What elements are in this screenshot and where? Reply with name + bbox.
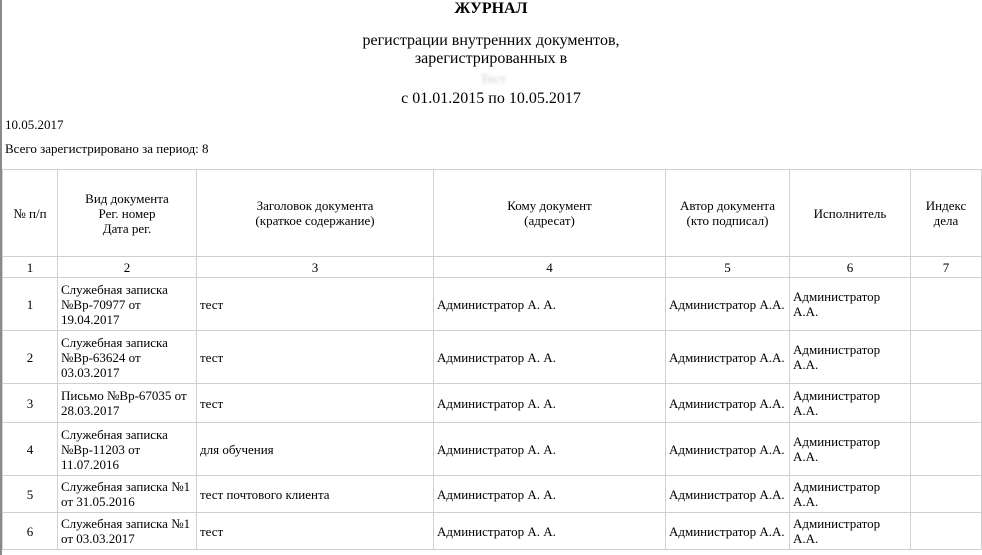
table-row: [3, 331, 982, 384]
table-row: [3, 384, 982, 423]
report-date: 10.05.2017: [5, 117, 64, 132]
cell-executor: Администратор А.А.: [790, 278, 911, 331]
cell-author: Администратор А.А.: [666, 476, 790, 513]
cell-doc-title: для обучения: [197, 423, 434, 476]
table-row: [3, 513, 982, 550]
organization-name-blurred: Тест: [480, 71, 506, 86]
cell-number: 4: [3, 423, 58, 476]
cell-doc-title: тест: [197, 384, 434, 423]
cell-case-index: [911, 513, 982, 550]
column-number: 5: [666, 257, 790, 278]
cell-case-index: [911, 331, 982, 384]
cell-executor: Администратор А.А.: [790, 331, 911, 384]
cell-doc-kind: Служебная записка №Вр-11203 от 11.07.2016: [58, 423, 197, 476]
column-header-doc-title: Заголовок документа (краткое содержание): [197, 170, 434, 257]
journal-table: [2, 169, 982, 550]
cell-addressee: Администратор А. А.: [434, 423, 666, 476]
column-header-executor: Исполнитель: [790, 170, 911, 257]
cell-doc-kind: Служебная записка №1 от 03.03.2017: [58, 513, 197, 550]
cell-addressee: Администратор А. А.: [434, 513, 666, 550]
cell-doc-title: тест: [197, 278, 434, 331]
cell-doc-kind: Служебная записка №Вр-70977 от 19.04.2017: [58, 278, 197, 331]
cell-doc-kind: Служебная записка №Вр-63624 от 03.03.2017: [58, 331, 197, 384]
cell-executor: Администратор А.А.: [790, 476, 911, 513]
cell-author: Администратор А.А.: [666, 331, 790, 384]
cell-doc-title: тест: [197, 513, 434, 550]
cell-addressee: Администратор А. А.: [434, 331, 666, 384]
total-registered: Всего зарегистрировано за период: 8: [5, 141, 209, 156]
column-number: 2: [58, 257, 197, 278]
column-number: 7: [911, 257, 982, 278]
cell-number: 1: [3, 278, 58, 331]
column-header-case-index: Индекс дела: [911, 170, 982, 257]
subtitle-line-1: регистрации внутренних документов,: [362, 32, 620, 49]
column-header-doc-kind: Вид документа Рег. номер Дата рег.: [58, 170, 197, 257]
column-number: 3: [197, 257, 434, 278]
journal-subtitle: [0, 32, 982, 68]
journal-title: ЖУРНАЛ: [454, 0, 528, 17]
cell-case-index: [911, 476, 982, 513]
cell-executor: Администратор А.А.: [790, 513, 911, 550]
cell-author: Администратор А.А.: [666, 278, 790, 331]
column-number: 4: [434, 257, 666, 278]
cell-doc-kind: Письмо №Вр-67035 от 28.03.2017: [58, 384, 197, 423]
column-header-author: Автор документа (кто подписал): [666, 170, 790, 257]
cell-case-index: [911, 278, 982, 331]
cell-addressee: Администратор А. А.: [434, 384, 666, 423]
cell-author: Администратор А.А.: [666, 384, 790, 423]
cell-case-index: [911, 384, 982, 423]
cell-doc-kind: Служебная записка №1 от 31.05.2016: [58, 476, 197, 513]
column-number: 1: [3, 257, 58, 278]
report-period: с 01.01.2015 по 10.05.2017: [401, 90, 581, 107]
cell-case-index: [911, 423, 982, 476]
cell-executor: Администратор А.А.: [790, 423, 911, 476]
cell-author: Администратор А.А.: [666, 513, 790, 550]
column-numbers-row: [3, 257, 982, 278]
table-row: [3, 278, 982, 331]
cell-author: Администратор А.А.: [666, 423, 790, 476]
cell-number: 6: [3, 513, 58, 550]
column-header-addressee: Кому документ (адресат): [434, 170, 666, 257]
cell-addressee: Администратор А. А.: [434, 278, 666, 331]
cell-doc-title: тест почтового клиента: [197, 476, 434, 513]
cell-doc-title: тест: [197, 331, 434, 384]
cell-number: 5: [3, 476, 58, 513]
cell-number: 2: [3, 331, 58, 384]
table-row: [3, 476, 982, 513]
table-header-row: [3, 170, 982, 257]
table-row: [3, 423, 982, 476]
subtitle-line-2: зарегистрированных в: [414, 50, 568, 67]
column-number: 6: [790, 257, 911, 278]
column-header-number: № п/п: [3, 170, 58, 257]
cell-number: 3: [3, 384, 58, 423]
cell-addressee: Администратор А. А.: [434, 476, 666, 513]
cell-executor: Администратор А.А.: [790, 384, 911, 423]
